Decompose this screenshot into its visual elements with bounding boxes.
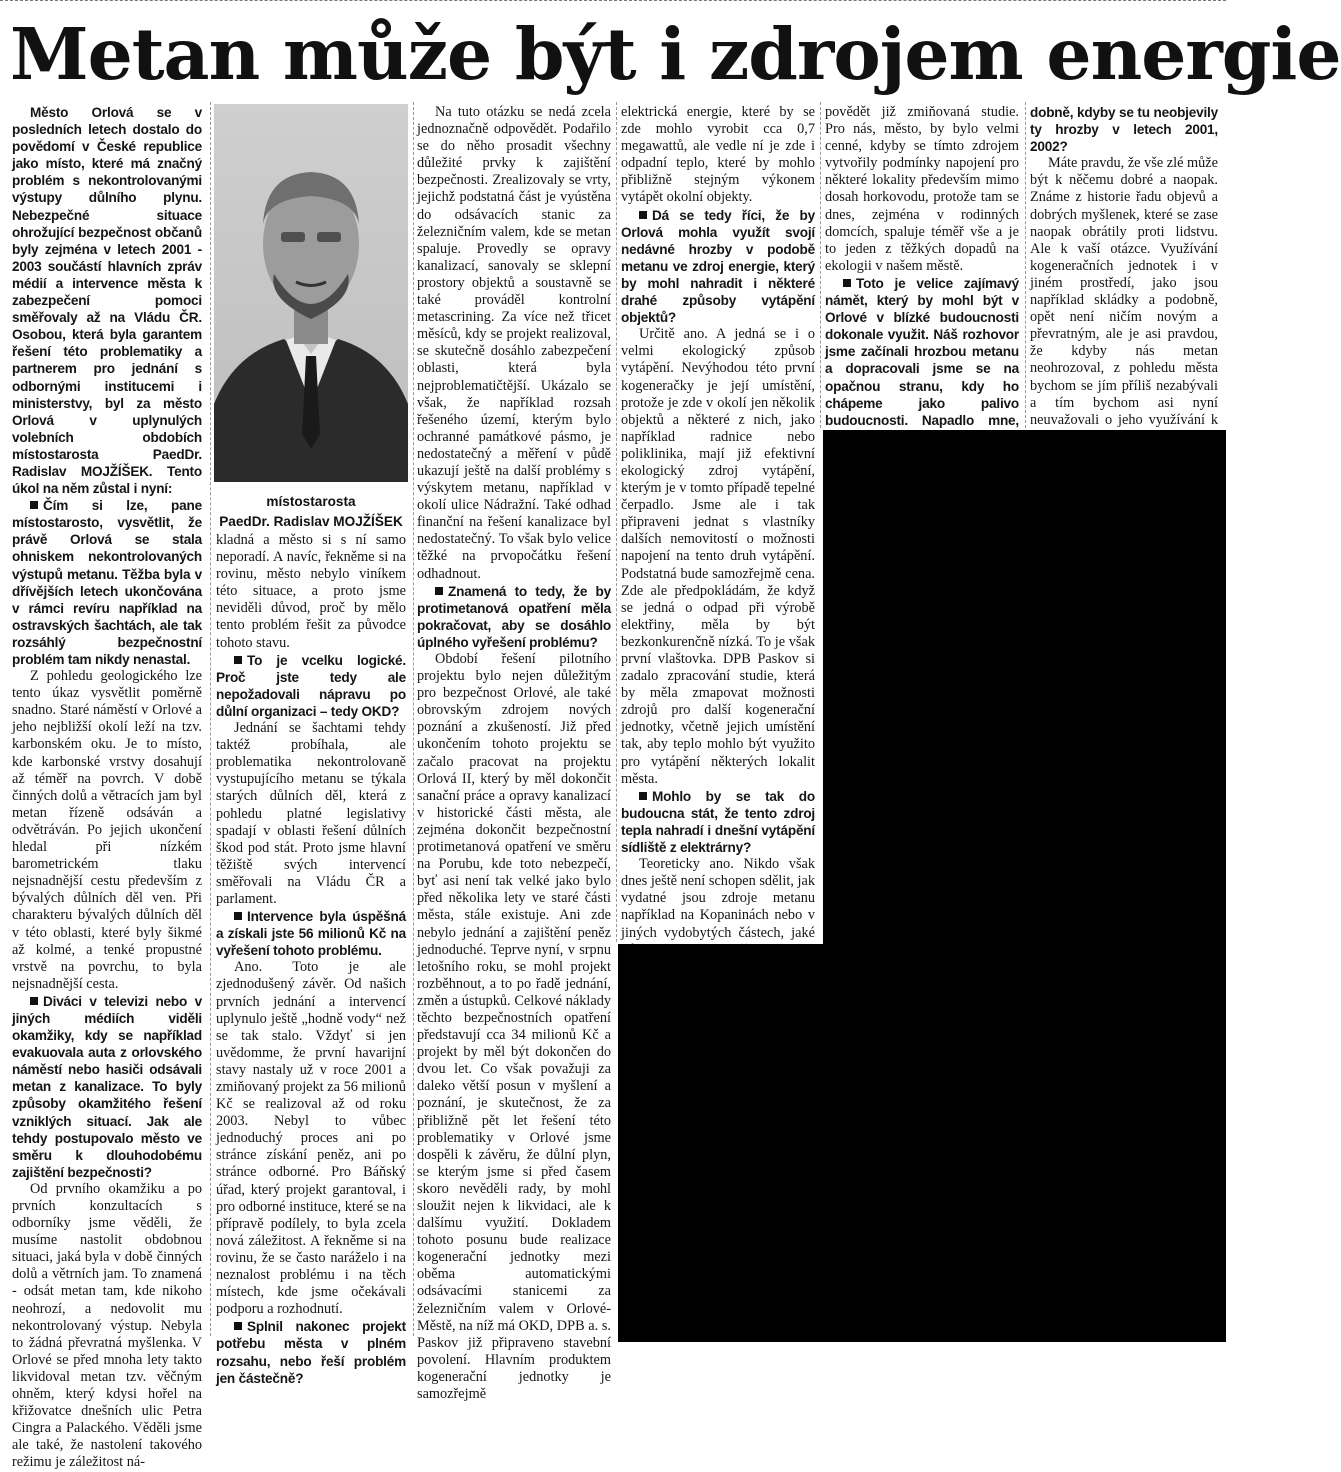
paragraph-text: dobně, kdyby se tu neobjevily ty hrozby v letech 2001, 2002? bbox=[1030, 105, 1218, 155]
paragraph-text: To je vcelku logické. Proč jste tedy ale nepožadovali nápravu po důlní organizaci – tedy OKD? bbox=[216, 652, 406, 719]
paragraph bbox=[417, 651, 611, 1403]
portrait-photo bbox=[214, 104, 408, 482]
redacted-area bbox=[823, 430, 1226, 944]
paragraph-text: Diváci v televizi nebo v jiných médiích viděli okamžiky, kdy se například evakuovala auta z orlovského náměstí nebo hasiči odsávali metan z kanalizace. To byly způsoby okamžitého řešení vzniklých situací. Jak ale tehdy postupovalo město ve směru k dlouhodobému zajištění bezpečnosti? bbox=[12, 993, 202, 1180]
paragraph-text: Čím si lze, pane místostarosto, vysvětlit, že právě Orlová se stala ohniskem nekontrolovaných výstupů metanu. Těžba byla v dřívějších letech ukončována v rámci revíru například na ostravských šachtách, ale tak rozsáhlý bezpečnostní problém tam nikdy nenastal. bbox=[12, 498, 202, 667]
paragraph-text: Na tuto otázku se nedá zcela jednoznačně odpovědět. Podařilo se do něho prosadit všechny důležité prvky k zajištění bezpečnosti. Zrealizovaly se vrty, jejichž podstatná část je vyústěna do odsávacích stanic za železničním valem, kde se metan spaluje. Provedly se opravy kanalizací, sanovaly se sklepní prostory objektů a soustavně se také prováděl kontrolní metascrining. Za více než třicet měsíců, kdy se projekt realizoval, se skutečně dosáhlo zabezpečení oblasti, která byla nejproblematičtější. Ukázalo se však, že například rozsah řešeného území, kterým bylo ochranné památkové pásmo, je nedostatečný a měření v půdě ukazují ještě na další problémy s výskytem metanu, například v okolí ulice Nádražní. Také odhad finanční na řešení kanalizace byl nedostatečný. To však bylo velice těžké na prvopočátku řešení odhadnout. bbox=[417, 104, 611, 582]
interview-question bbox=[621, 788, 815, 856]
square-bullet-icon bbox=[435, 587, 443, 595]
paragraph-text: Znamená to tedy, že by protimetanová opatření měla pokračovat, aby se dosáhlo úplného vyřešení problému? bbox=[417, 583, 611, 650]
paragraph-text: Máte pravdu, že vše zlé může být k něčemu dobré a naopak. Známe z historie řadu objevů a dobrých myšlenek, které se zase naopak obrátily proti lidstvu. Ale k vaší otázce. Využívání kogeneračních jednotek i v jiném prostředí, jako jsou například skládky a podobně, opět není ničím novým a převratným, ale je asi pravdou, že kdyby nás metan neohrozoval, z pohledu města bychom se jím příliš nezabývali a tím bychom asi nyní neuvažovali o jeho využívání k bbox=[1030, 155, 1218, 428]
interview-question bbox=[12, 497, 202, 668]
paragraph-text: Od prvního okamžiku a po prvních konzultacích s odborníky jsme věděli, že musíme nastolit obdobnou situaci, jaká byla v době činných dolů a větrních jam. To znamená - odsát metan tam, kde nikoho neohrozí, a nedovolit mu nekontrolovaný výstup. Nebyla to žádná převratná myšlenka. V Orlové se před mnoha lety takto likvidoval metan tzv. věčným ohněm, který kdysi hořel na křižovatce dnešních ulic Petra Cingra a Palackého. Věděli jsme ale také, že nastolení takového režimu je záležitost ná- bbox=[12, 1180, 202, 1471]
column-divider bbox=[1025, 102, 1026, 428]
paragraph bbox=[216, 532, 406, 652]
paragraph-text: Toto je velice zajímavý námět, který by mohl být v Orlové v blízké budoucnosti dokonale využit. Náš rozhovor jsme začínali hrozbou metanu a dopracovali jsme se na opačnou stranu, kdy ho chápeme jako palivo budoucnosti. Napadlo mne, bbox=[825, 275, 1019, 428]
square-bullet-icon bbox=[234, 1322, 242, 1330]
square-bullet-icon bbox=[30, 501, 38, 509]
paragraph bbox=[621, 104, 815, 207]
interview-question bbox=[216, 908, 406, 959]
interview-question bbox=[417, 583, 611, 651]
paragraph bbox=[12, 1181, 202, 1472]
interview-question bbox=[1030, 104, 1218, 155]
column-divider bbox=[210, 102, 211, 1336]
interview-question bbox=[621, 207, 815, 327]
square-bullet-icon bbox=[30, 997, 38, 1005]
paragraph-text: povědět již zmiňovaná studie. Pro nás, město, by bylo velmi cenné, kdyby se tímto zdrojem vytvořily podmínky napojení pro některé lokality především mimo dosah horkovodu, protože tam se dnes, zejména v rodinných domcích, spaluje téměř vše a je to jeden z těžkých dopadů na ekologii v našem městě. bbox=[825, 104, 1019, 274]
paragraph-text: Teoreticky ano. Nikdo však dnes ještě není schopen sdělit, jak vydatné jsou zdroje metanu například na Kopaninách nebo v jiných vydobytých částech, jaké bbox=[621, 856, 815, 941]
lead-paragraph bbox=[12, 104, 202, 497]
article-column-6 bbox=[1030, 104, 1218, 426]
interview-question bbox=[216, 652, 406, 720]
paragraph-text: Intervence byla úspěšná a získali jste 56 milionů Kč na vyřešení tohoto problému. bbox=[216, 909, 406, 959]
paragraph-text: Určitě ano. A jedná se i o velmi ekologický způsob vytápění. Nevýhodou této první kogeneračky je její umístění, protože je zde v okolí jen několik objektů a některé z nich, jako například radnice nebo poliklinika, mají již efektivní ekologický zdroj vytápění, kterým je v tomto případě tepelné čerpadlo. Jsme ale i tak připraveni jednat s vlastníky dalších nemovitostí o možnosti napojení na tento druh vytápění. Podstatná bude samozřejmě cena. Zde ale předpokládám, že když se jedná o odpad při výrobě elektřiny, měla by být bezkonkurenčně nízká. To je však první vlaštovka. DPB Paskov si zadalo zpracování studie, která by měla zmapovat možnosti zdrojů pro další kogenerační jednotky, včetně jejich umístění tak, aby teplo mohlo být využito pro vytápění některých lokalit města. bbox=[621, 326, 815, 787]
square-bullet-icon bbox=[843, 279, 851, 287]
article-column-5 bbox=[825, 104, 1019, 426]
headline: Metan může být i zdrojem energie bbox=[10, 12, 1341, 96]
paragraph-text: Období řešení pilotního projektu bylo nejen důležitým pro bezpečnost Orlové, ale také obrovským zdrojem nových poznání a zkušeností. Již před ukončením tohoto projektu se začalo pracovat na projektu Orlová II, který by měl dokončit sanační práce a opravy kanalizací v historické části města, ale zejména dokončit bezpečnostní protimetanová opatření ve směru na Porubu, kde toto nebezpečí, byť asi není tak velké jako bylo před několika lety ve staré části města, stále existuje. Ani zde nebylo jednání a zajištění peněz jednoduché. Teprve nyní, v srpnu letošního roku, se mohl projekt rozběhnout, a to po řadě jednání, změn a ústupků. Celkové náklady těchto bezpečnostních opatření představují cca 34 milionů Kč a projekt by měl být dokončen do dvou let. Co však považuji za daleko větší posun v myšlení a poznání, je skutečnost, že za přibližně pět let řešení této problematiky v Orlové jsme dospěli k závěru, že důlní plyn, se kterým jsme si před časem skoro nevěděli rady, by mohl sloužit nejen k likvidaci, ale k dalšímu využití. Dokladem tohoto posunu bude realizace kogenerační jednotky mezi oběma automatickými odsávacími stanicemi za železničním valem v Orlové-Městě, na níž má OKD, DPB a. s. Paskov již připraveno stavební povolení. Hlavním produktem kogenerační jednotky je samozřejmě bbox=[417, 651, 611, 1403]
column-divider bbox=[413, 102, 414, 1336]
redacted-area bbox=[618, 944, 1226, 1342]
paragraph-text: Ano. Toto je ale zjednodušený závěr. Od našich prvních jednání a intervencí uplynulo ještě „hodně vody“ než se tak stalo. Vždyť si jen uvědomme, že první havarijní stavy nastaly už v roce 2001 a zmiňovaný projekt za 56 milionů Kč se realizoval až od roku 2003. Nebyl to vůbec jednoduchý proces ani po stránce získání peněz, ani po stránce odborné. Pro Báňský úřad, který projekt garantoval, i pro odborné instituce, které se na přípravě podílely, to byla zcela nová záležitost. A řekněme si na rovinu, že se často naráželo i na neznalost problému i na těch místech, kde jsme očekávali podporu a rozhodnutí. bbox=[216, 959, 406, 1318]
square-bullet-icon bbox=[234, 656, 242, 664]
caption-title: místostarosta bbox=[266, 494, 356, 509]
paragraph-text: Dá se tedy říci, že by Orlová mohla využít svojí nedávné hrozby v podobě metanu ve zdroj energie, který by mohl nahradit i některé drahé způsoby vytápění objektů? bbox=[621, 207, 815, 326]
square-bullet-icon bbox=[639, 211, 647, 219]
paragraph-text: Mohlo by se tak do budoucna stát, že tento zdroj tepla nahradí i dnešní vytápění sídliště z elektrárny? bbox=[621, 788, 815, 856]
caption-name: PaedDr. Radislav MOJŽÍŠEK bbox=[219, 514, 403, 529]
square-bullet-icon bbox=[639, 792, 647, 800]
paragraph bbox=[825, 104, 1019, 275]
paragraph-text: kladná a město si s ní samo neporadí. A navíc, řekněme si na rovinu, město nebylo viníkem této situace, a proto jsme neviděli důvod, proč by mělo tento problém řešit za původce tohoto stavu. bbox=[216, 532, 406, 651]
paragraph-text: Město Orlová se v posledních letech dostalo do povědomí v České republice jako místo, které má značný problém s nekontrolovanými výstupy důlního plynu. Nebezpečné situace ohrožující bezpečnost občanů byly zejména v letech 2001 - 2003 součástí hlavních zpráv médií a intervence města k zabezpečení pomoci směřovaly až na Vládu ČR. Osobou, která byla garantem řešení této problematiky a partnerem pro jednání s odbornými institucemi i ministerstvy, byl za město Orlová v uplynulých volebních obdobích místostarosta PaedDr. Radislav MOJŽÍŠEK. Tento úkol na něm zůstal i nyní: bbox=[12, 105, 202, 497]
article-column-3 bbox=[417, 104, 611, 1403]
paragraph-text: Splnil nakonec projekt potřebu města v plném rozsahu, nebo řeší problém jen částečně? bbox=[216, 1319, 406, 1386]
column-divider bbox=[616, 102, 617, 942]
paragraph bbox=[216, 720, 406, 908]
paragraph bbox=[621, 326, 815, 788]
top-rule bbox=[0, 0, 1226, 4]
square-bullet-icon bbox=[234, 912, 242, 920]
photo-caption bbox=[206, 492, 416, 532]
column-divider bbox=[820, 102, 821, 428]
article-column-4 bbox=[621, 104, 815, 941]
paragraph-text: elektrická energie, které by se zde mohlo vyrobit cca 0,7 megawattů, ale vedle ní je zde i odpadní teplo, které by mohlo přibližně stejným výkonem vytápět okolní objekty. bbox=[621, 104, 815, 206]
paragraph-text: Z pohledu geologického lze tento úkaz vysvětlit poměrně snadno. Staré náměstí v Orlové a jeho nejbližší okolí leží na tzv. karbonském oku. Je to místo, kde karbonské vrstvy dosahují až téměř na povrch. V době činných dolů a větracích jam byl metan řízeně odsáván a odvětráván. Po jejich ukončení hledal při nízkém barometrickém tlaku nejsnadnější cestu především z bývalých důlních děl ven. Při charakteru bývalých důlních děl v této oblasti, které byly šikmé až kolmé, a tenké propustné vrstvě na povrchu, to byla nejsnadnější cesta. bbox=[12, 668, 202, 992]
paragraph bbox=[12, 668, 202, 993]
paragraph bbox=[1030, 155, 1218, 446]
article-column-1 bbox=[12, 104, 202, 1471]
paragraph bbox=[216, 959, 406, 1318]
interview-question bbox=[12, 993, 202, 1181]
paragraph-text: Jednání se šachtami tehdy taktéž probíhala, ale problematika nekontrolovaně vystupujícího metanu se týkala starých důlních děl, která z pohledu platné legislativy spadají v oblasti řešení důlních škod pod stát. Proto jsme hlavní těžiště svých intervencí směřovali na Vládu ČR a parlament. bbox=[216, 720, 406, 907]
article-column-2 bbox=[216, 532, 406, 1386]
paragraph bbox=[417, 104, 611, 583]
interview-question bbox=[216, 1318, 406, 1386]
